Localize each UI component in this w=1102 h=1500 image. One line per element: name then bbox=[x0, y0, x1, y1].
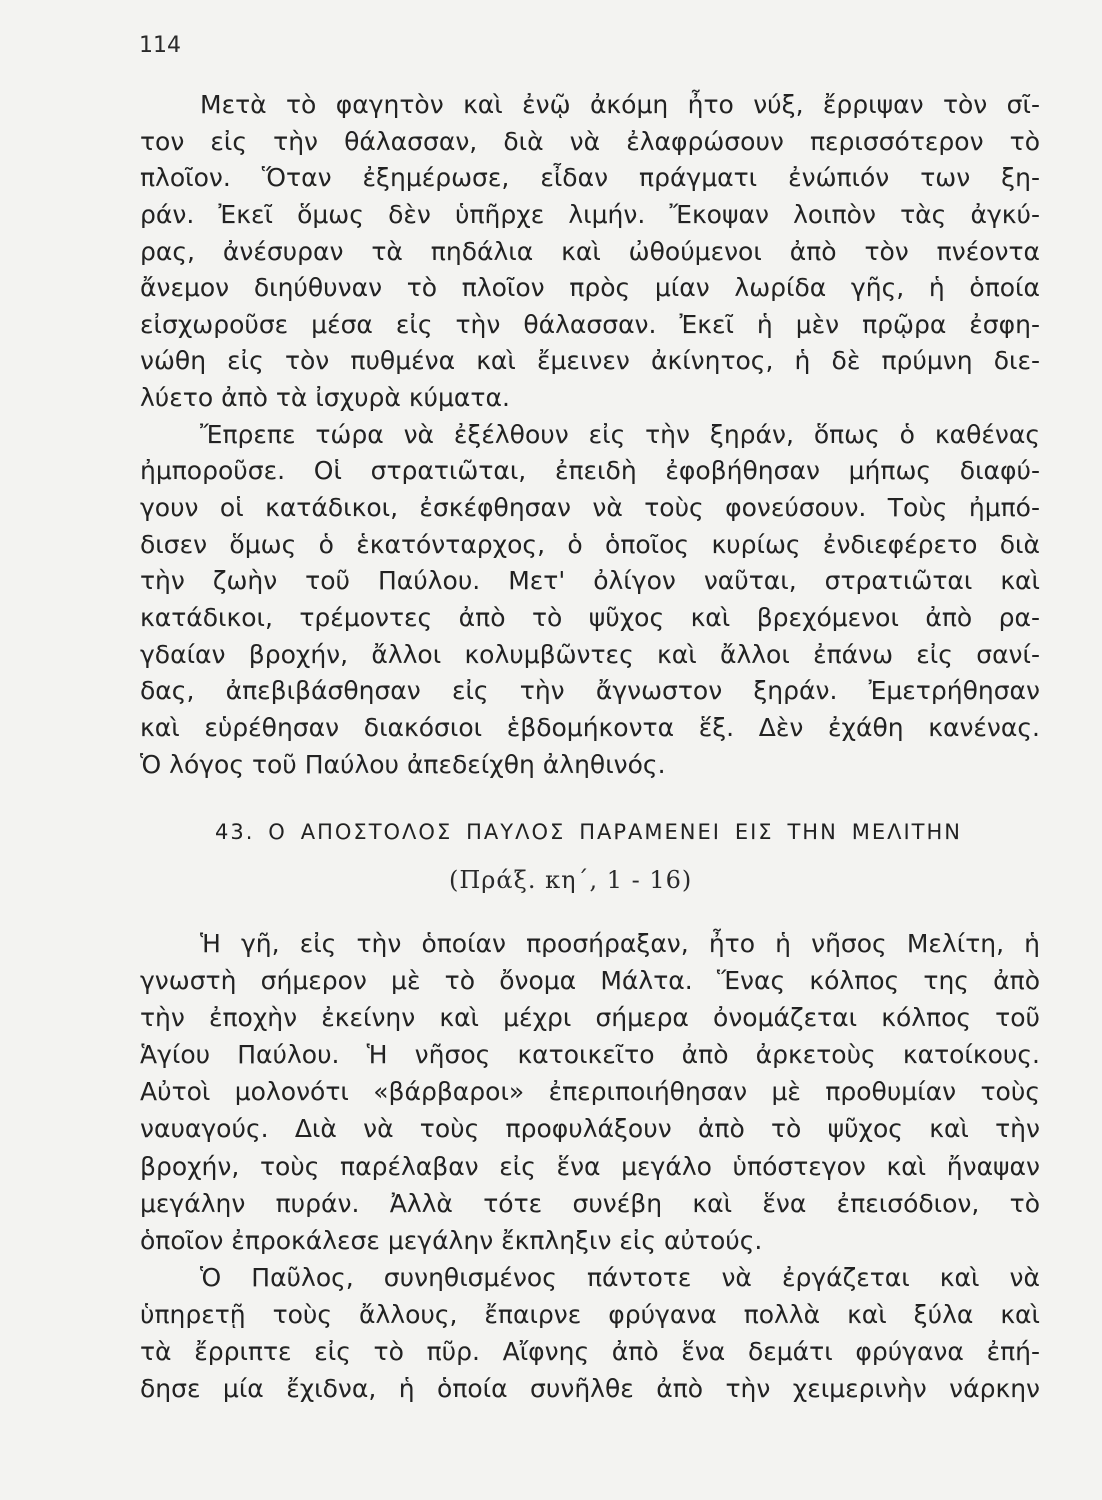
text-line: δας, ἀπεβιβάσθησαν εἰς τὴν ἄγνωστον ξηράν. Ἐμετρήθησαν bbox=[140, 676, 1040, 706]
text-line: Ὁ λόγος τοῦ Παύλου ἀπεδείχθη ἀληθινός. bbox=[140, 749, 666, 779]
text-line: ρας, ἀνέσυραν τὰ πηδάλια καὶ ὠθούμενοι ἀπὸ τὸν πνέοντα bbox=[140, 236, 1040, 266]
text-line: νώθη εἰς τὸν πυθμένα καὶ ἔμεινεν ἀκίνητος, ἡ δὲ πρύμνη διε- bbox=[140, 346, 1040, 376]
text-line: καὶ εὑρέθησαν διακόσιοι ἑβδομήκοντα ἕξ. Δὲν ἐχάθη κανένας. bbox=[140, 712, 1040, 742]
text-line: Ἁγίου Παύλου. Ἡ νῆσος κατοικεῖτο ἀπὸ ἀρκετοὺς κατοίκους. bbox=[140, 1040, 1040, 1070]
text-line: τον εἰς τὴν θάλασσαν, διὰ νὰ ἐλαφρώσουν περισσότερον τὸ bbox=[140, 126, 1040, 156]
text-line: λύετο ἀπὸ τὰ ἰσχυρὰ κύματα. bbox=[140, 383, 510, 413]
text-line: βροχήν, τοὺς παρέλαβαν εἰς ἕνα μεγάλο ὑπόστεγον καὶ ἤναψαν bbox=[140, 1151, 1040, 1181]
text-line: τὰ ἔρριπτε εἰς τὸ πῦρ. Αἴφνης ἀπὸ ἕνα δεμάτι φρύγανα ἐπή- bbox=[140, 1337, 1040, 1367]
section-text bbox=[140, 925, 1040, 1407]
text-line: μεγάλην πυράν. Ἀλλὰ τότε συνέβη καὶ ἕνα ἐπεισόδιον, τὸ bbox=[140, 1188, 1040, 1218]
text-line: γνωστὴ σήμερον μὲ τὸ ὄνομα Μάλτα. Ἕνας κόλπος της ἀπὸ bbox=[140, 966, 1040, 996]
section-text bbox=[140, 87, 1040, 783]
text-line: τὴν ἐποχὴν ἐκείνην καὶ μέχρι σήμερα ὀνομάζεται κόλπος τοῦ bbox=[140, 1003, 1040, 1033]
text-line: τὴν ζωὴν τοῦ Παύλου. Μετ' ὀλίγον ναῦται, στρατιῶται καὶ bbox=[140, 566, 1040, 596]
text-line: ναυαγούς. Διὰ νὰ τοὺς προφυλάξουν ἀπὸ τὸ ψῦχος καὶ τὴν bbox=[140, 1114, 1040, 1144]
text-line: Ὁ Παῦλος, συνηθισμένος πάντοτε νὰ ἐργάζεται καὶ νὰ bbox=[200, 1262, 1040, 1292]
text-line: Ἡ γῆ, εἰς τὴν ὁποίαν προσήραξαν, ἦτο ἡ νῆσος Μελίτη, ἡ bbox=[200, 929, 1040, 958]
page-number: 114 bbox=[139, 33, 181, 58]
text-line: ἠμποροῦσε. Οἱ στρατιῶται, ἐπειδὴ ἐφοβήθησαν μήπως διαφύ- bbox=[140, 456, 1040, 486]
chapter-heading: 43. Ο ΑΠΟΣΤΟΛΟΣ ΠΑΥΛΟΣ ΠΑΡΑΜΕΝΕΙ ΕΙΣ ΤΗΝ ΜΕΛΙΤΗΝ bbox=[215, 820, 962, 844]
text-line: Αὐτοὶ μολονότι «βάρβαροι» ἐπεριποιήθησαν μὲ προθυμίαν τοὺς bbox=[140, 1077, 1040, 1107]
text-line: γδαίαν βροχήν, ἄλλοι κολυμβῶντες καὶ ἄλλοι ἐπάνω εἰς σανί- bbox=[140, 639, 1040, 669]
text-line: Μετὰ τὸ φαγητὸν καὶ ἐνῷ ἀκόμη ἦτο νύξ, ἔρριψαν τὸν σῖ- bbox=[200, 90, 1040, 119]
text-line: ἄνεμον διηύθυναν τὸ πλοῖον πρὸς μίαν λωρίδα γῆς, ἡ ὁποία bbox=[140, 273, 1040, 303]
text-line: ράν. Ἐκεῖ ὅμως δὲν ὑπῆρχε λιμήν. Ἔκοψαν λοιπὸν τὰς ἀγκύ- bbox=[140, 199, 1040, 229]
text-line: Ἔπρεπε τώρα νὰ ἐξέλθουν εἰς τὴν ξηράν, ὅπως ὁ καθένας bbox=[200, 419, 1040, 449]
text-line: πλοῖον. Ὅταν ἐξημέρωσε, εἶδαν πράγματι ἐνώπιόν των ξη- bbox=[140, 163, 1040, 193]
text-line: εἰσχωροῦσε μέσα εἰς τὴν θάλασσαν. Ἐκεῖ ἡ μὲν πρῷρα ἐσφη- bbox=[140, 309, 1040, 339]
text-line: κατάδικοι, τρέμοντες ἀπὸ τὸ ψῦχος καὶ βρεχόμενοι ἀπὸ ρα- bbox=[140, 602, 1040, 632]
text-line: δισεν ὅμως ὁ ἑκατόνταρχος, ὁ ὁποῖος κυρίως ἐνδιεφέρετο διὰ bbox=[140, 529, 1040, 559]
text-line: δησε μία ἔχιδνα, ἡ ὁποία συνῆλθε ἀπὸ τὴν χειμερινὴν νάρκην bbox=[140, 1374, 1040, 1404]
text-line: ὁποῖον ἐπροκάλεσε μεγάλην ἔκπληξιν εἰς αὐτούς. bbox=[140, 1225, 763, 1255]
text-line: ὑπηρετῇ τοὺς ἄλλους, ἔπαιρνε φρύγανα πολλὰ καὶ ξύλα καὶ bbox=[140, 1299, 1040, 1329]
scripture-reference: (Πράξ. κη΄, 1 - 16) bbox=[449, 866, 693, 894]
text-line: γουν οἱ κατάδικοι, ἐσκέφθησαν νὰ τοὺς φονεύσουν. Τοὺς ἠμπό- bbox=[140, 493, 1040, 523]
